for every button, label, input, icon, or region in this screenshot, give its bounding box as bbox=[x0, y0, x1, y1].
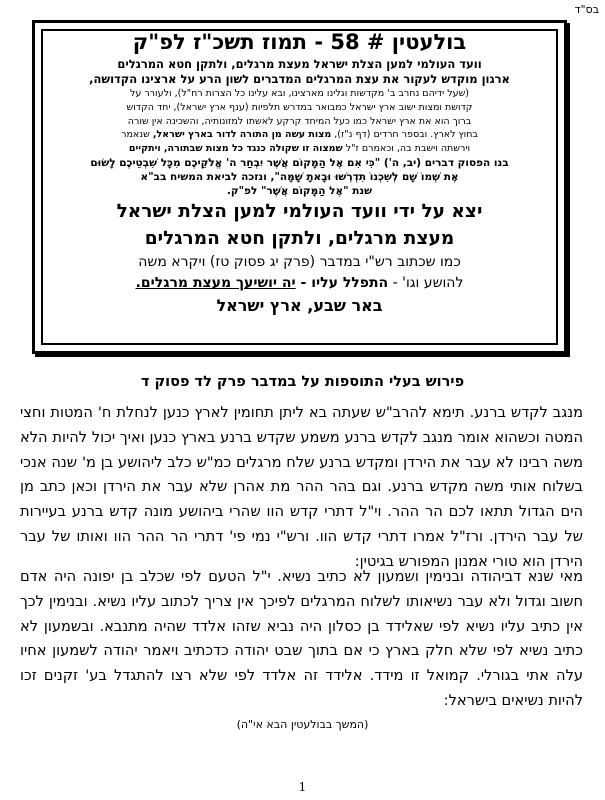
verse-line-1: בנו הפסוק דברים (יב, ה') "כִּי אִם אֶל הַמָּקוֹם אֲשֶׁר יִבְחַר ה' אֱלֹקֵיכֶם מִכָּל שִׁבְטֵיכֶם לָשׂוּם bbox=[90, 156, 509, 169]
verse-line-2: אֶת שְׁמוֹ שָׁם לְשִׁכְנוֹ תִדְרְשׁוּ וּבָאתָ שָׁמָּה", ונזכה לביאת המשיח בב"א bbox=[140, 170, 459, 183]
bulletin-frame bbox=[32, 20, 567, 354]
text-line-5-b: שמצוה זו שקולה כנגד כל מצות שבתורה, ויתקיים bbox=[128, 143, 343, 155]
text-line-1: (שעל ידיהם נחרב ב' מקדשות וגלינו מארצינו, ובא עלינו כל הצרות רח"ל), ולעורר על bbox=[129, 88, 470, 99]
article-title: פירוש בעלי התוספות על במדבר פרק לד פסוק ד bbox=[140, 374, 465, 390]
place-line: באר שבע, ארץ ישראל bbox=[216, 295, 383, 315]
article-paragraph-2: מאי שנא דביהודה ובנימין ושמעון לא כתיב נשיא. י"ל הטעם לפי שכלב בן יפונה היה אדם חשוב וגדול ולא עבר נשיאותו לשלוח המרגלים לפיכך אין צריך לכתוב עליו נשיא. ובנימין לכך אין כתיב עליו נשיא לפי שאלידד בן כסלון היה נביא שזהו אלדד שהיה מתנבא. ובשמעון לא כתיב נשיא לפי שלא חלק בארץ כי אם בתוך שבט יהודה כדכתיב ויאמר יהודה לשמעון אחיו עלה אתי בגורלי. קמואל זו מידד. אלידד זה אלדד לפי שלא רצו להתגדל בע' זקנים זכו להיות נשיאים בישראל: bbox=[20, 568, 583, 709]
org-line-2: ארגון מוקדש לעקור את עצת המרגלים המדברים לשון הרע על ארצינו הקדושה, bbox=[89, 72, 510, 86]
continued-note: (המשך בבולעטין הבא אי"ה) bbox=[236, 718, 369, 731]
publisher-line-1: יצא על ידי וועד העולמי למען הצלת ישראל bbox=[116, 200, 483, 222]
org-line-1: וועד העולמי למען הצלת ישראל מעצת מרגלים, ולתקן חטא המרגלים bbox=[117, 57, 482, 71]
text-line-5-a: וירשתה וישבת בה, וכאמרם ז"ל bbox=[342, 143, 471, 155]
rashi-line-2 bbox=[41, 273, 558, 294]
text-line-4-a: בחוץ לארץ. ובספר חרדים (דף נ"ז), bbox=[331, 129, 478, 141]
rashi-line-1: כמו שכתוב רש"י במדבר (פרק יג פסוק טז) ויקרא משה bbox=[138, 253, 461, 270]
text-line-2: קדושת ומצות ישוב ארץ ישראל כמבואר במדרש תלפיות (ענף ארץ ישראל), יחד הקדוש bbox=[126, 101, 473, 113]
text-line-5 bbox=[41, 142, 558, 156]
rashi-line-2-b: התפלל עליו - bbox=[295, 274, 389, 291]
text-line-3: ברוך הוא את ארץ ישראל כמו כעל המיחד קרקע לאשתו למזונותיה, והשכינה אין שורה bbox=[127, 115, 472, 127]
article-paragraph-1: מנגב לקדש ברנע. תימא להרב"ש שעתה בא ליתן תחומין לארץ כנען לנחלת ח' המטות וחצי המטה וכשהוא אומר מנגב לקדש ברנע משמע שקדש ברנע בארץ כנען ואיך יכול להיות הלא משה רבינו לא עבר את הירדן ומקדש ברנע שלח מרגלים כמ"ש כלב ליהושע בן מ' שנה אנכי בשלוח אותי משה מקדש ברנע. וגם בהר ההר מת אהרן שלא עבר את הירדן וכאן כתב מן הים הגדול תתאו לכם הר ההר. וי"ל דתרי קדש הוו שהרי ביהושע מונה קדש ברנע בעיירות של עבר הירדן. ורז"ל אמרו דתרי קדש הוו. ורש"י נמי פי' דתרי הר ההר הוו ואותו של עבר הירדן הוא טורי אמנון המפורש בגיטין: bbox=[20, 404, 583, 570]
bulletin-title: בולעטין # 58 - תמוז תשכ"ז לפ"ק bbox=[132, 30, 467, 54]
page-number: 1 bbox=[298, 780, 307, 794]
rashi-line-2-c: יה יושיעך מעצת מרגלים. bbox=[135, 274, 296, 291]
text-line-4-b: מצות עשה מן התורה לדור בארץ ישראל, bbox=[152, 129, 332, 141]
text-line-4-c: שנאמר bbox=[121, 129, 153, 141]
bsd-header: בס"ד bbox=[574, 3, 599, 16]
publisher-line-2: מעצת מרגלים, ולתקן חטא המרגלים bbox=[144, 227, 455, 249]
text-line-4 bbox=[41, 128, 558, 142]
year-line: שנת "אֶל הַמָּקוֹם אֲשֶׁר" לפ"ק. bbox=[226, 184, 373, 197]
rashi-line-2-a: להושע וגו' - bbox=[388, 274, 464, 291]
bulletin-box bbox=[41, 27, 558, 347]
